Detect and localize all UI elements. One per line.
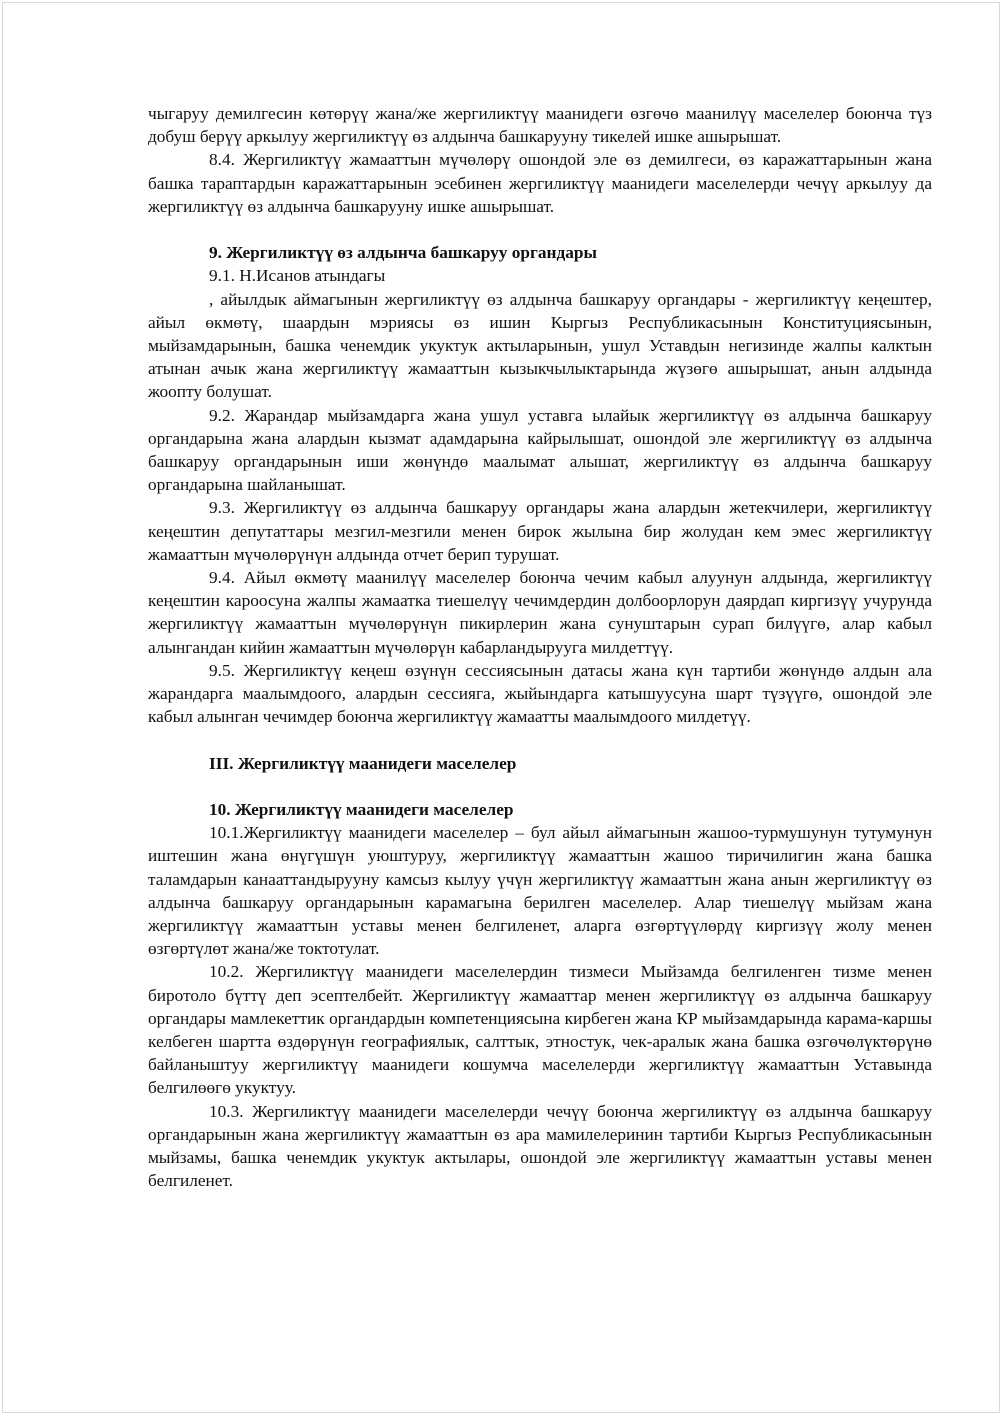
paragraph-8-3-continuation: чыгаруу демилгесин көтөрүү жана/же жергиликтүү маанидеги өзгөчө маанилүү маселелер боюнча түз добуш берүү аркылуу жергиликтүү өз алдынча башкарууну тикелей ишке ашырышат. [148,104,932,147]
paragraph-8-4: 8.4. Жергиликтүү жамааттын мүчөлөрү ошондой эле өз демилгеси, өз каражаттарынын жана башка тараптардын каражаттарынын эсебинен жергиликтүү маанидеги маселелерди чечүү аркылуу да жергиликтүү өз алдынча башкарууну ишке ашырышат. [148,150,932,216]
paragraph-10-2: 10.2. Жергиликтүү маанидеги маселелердин тизмеси Мыйзамда белгиленген тизме менен биротоло бүттү деп эсептелбейт. Жергиликтүү жамааттар менен жергиликтүү өз алдынча башкаруу органдары мамлекеттик органдардын компетенциясына кирбеген жана КР мыйзамдарында карама-каршы келбеген шартта өздөрүнүн географиялык, салттык, этностук, чек-аралык жана башка өзгөчөлүктөрүнө байланыштуу жергиликтүү маанидеги кошумча маселелерди жергиликтүү жамааттын Уставында белгилөөгө укуктуу. [148,962,932,1098]
chapter-3-heading: III. Жергиликтүү маанидеги маселелер [209,753,517,773]
section-9-heading: 9. Жергиликтүү өз алдынча башкаруу органдары [209,243,597,263]
paragraph-10-1: 10.1.Жергиликтүү маанидеги маселелер – бул айыл аймагынын жашоо-турмушунун тутумунун иштешин жана өнүгүшүн уюштуруу, жергиликтүү жамааттын жашоо тиричилигин жана башка таламдарын канааттандырууну камсыз кылуу үчүн жергиликтүү жамааттын жана анын жергиликтүү өз алдынча башкаруу органдарынын карамагына берилген маселелер. Алар тиешелүү мыйзам жана жергиликтүү жамааттын уставы менен белгиленет, аларга өзгөртүүлөрдү киргизүү жолу менен өзгөртүлөт жана/же токтотулат. [148,823,932,959]
paragraph-9-5: 9.5. Жергиликтүү кеңеш өзүнүн сессиясынын датасы жана күн тартиби жөнүндө алдын ала жарандарга маалымдоого, алардын сессияга, жыйындарга катышуусуна шарт түзүүгө, ошондой эле кабыл алынган чечимдер боюнча жергиликтүү жамаатты маалымдоого милдетүү. [148,660,932,727]
section-10-heading: 10. Жергиликтүү маанидеги маселелер [209,800,514,820]
paragraph-9-1: , айылдык аймагынын жергиликтүү өз алдынча башкаруу органдары - жергиликтүү кеңештер, айыл өкмөтү, шаардын мэриясы өз ишин Кыргыз Республикасынын Конституциясынын, мыйзамдарынын, башка ченемдик укуктук актыларынын, ушул Уставдын негизинде жалпы калктын атынан ачык жана жергиликтүү жамааттын кызыкчылыктарында жүзөгө ашырышат, анын алдында жоопту болушат. [148,289,932,402]
document-body [148,102,932,1193]
paragraph-10-3: 10.3. Жергиликтүү маанидеги маселелерди чечүү боюнча жергиликтүү өз алдынча башкаруу органдарынын жана жергиликтүү жамааттын өз ара мамилелеринин тартиби Кыргыз Республикасынын мыйзамы, башка ченемдик укуктук актылары, ошондой эле жергиликтүү жамааттын уставы менен белгиленет. [148,1101,932,1191]
document-page [2,2,1000,1413]
spacer [148,728,932,751]
paragraph-9-3: 9.3. Жергиликтүү өз алдынча башкаруу органдары жана алардын жетекчилери, жергиликтүү кеңештин депутаттары мезгил-мезгили менен бирок жылына бир жолудан кем эмес жергиликтүү жамааттын мүчөлөрүнүн алдында отчет берип турушат. [148,498,932,564]
spacer [148,775,932,798]
paragraph-9-1-intro: 9.1. Н.Исанов атындагы [209,266,386,286]
paragraph-9-4: 9.4. Айыл өкмөтү маанилүү маселелер боюнча чечим кабыл алуунун алдында, жергиликтүү кеңештин кароосуна жалпы жамаатка тиешелүү чечимдердин долбоорлорун даярдап киргизүү учурунда жергиликтүү жамааттын мүчөлөрүнүн пикирлерин жана сунуштарын сурап билүүгө, алар кабыл алынгандан кийин жамааттын мүчөлөрүн кабарландырууга милдеттүү. [148,568,932,657]
spacer [148,218,932,241]
paragraph-9-2: 9.2. Жарандар мыйзамдарга жана ушул уставга ылайык жергиликтүү өз алдынча башкаруу органдарына жана алардын кызмат адамдарына кайрылышат, ошондой эле жергиликтүү өз алдынча башкаруу органдарынын иши жөнүндө маалымат алышат, жергиликтүү өз алдынча башкаруу органдарына шайланышат. [148,405,932,495]
